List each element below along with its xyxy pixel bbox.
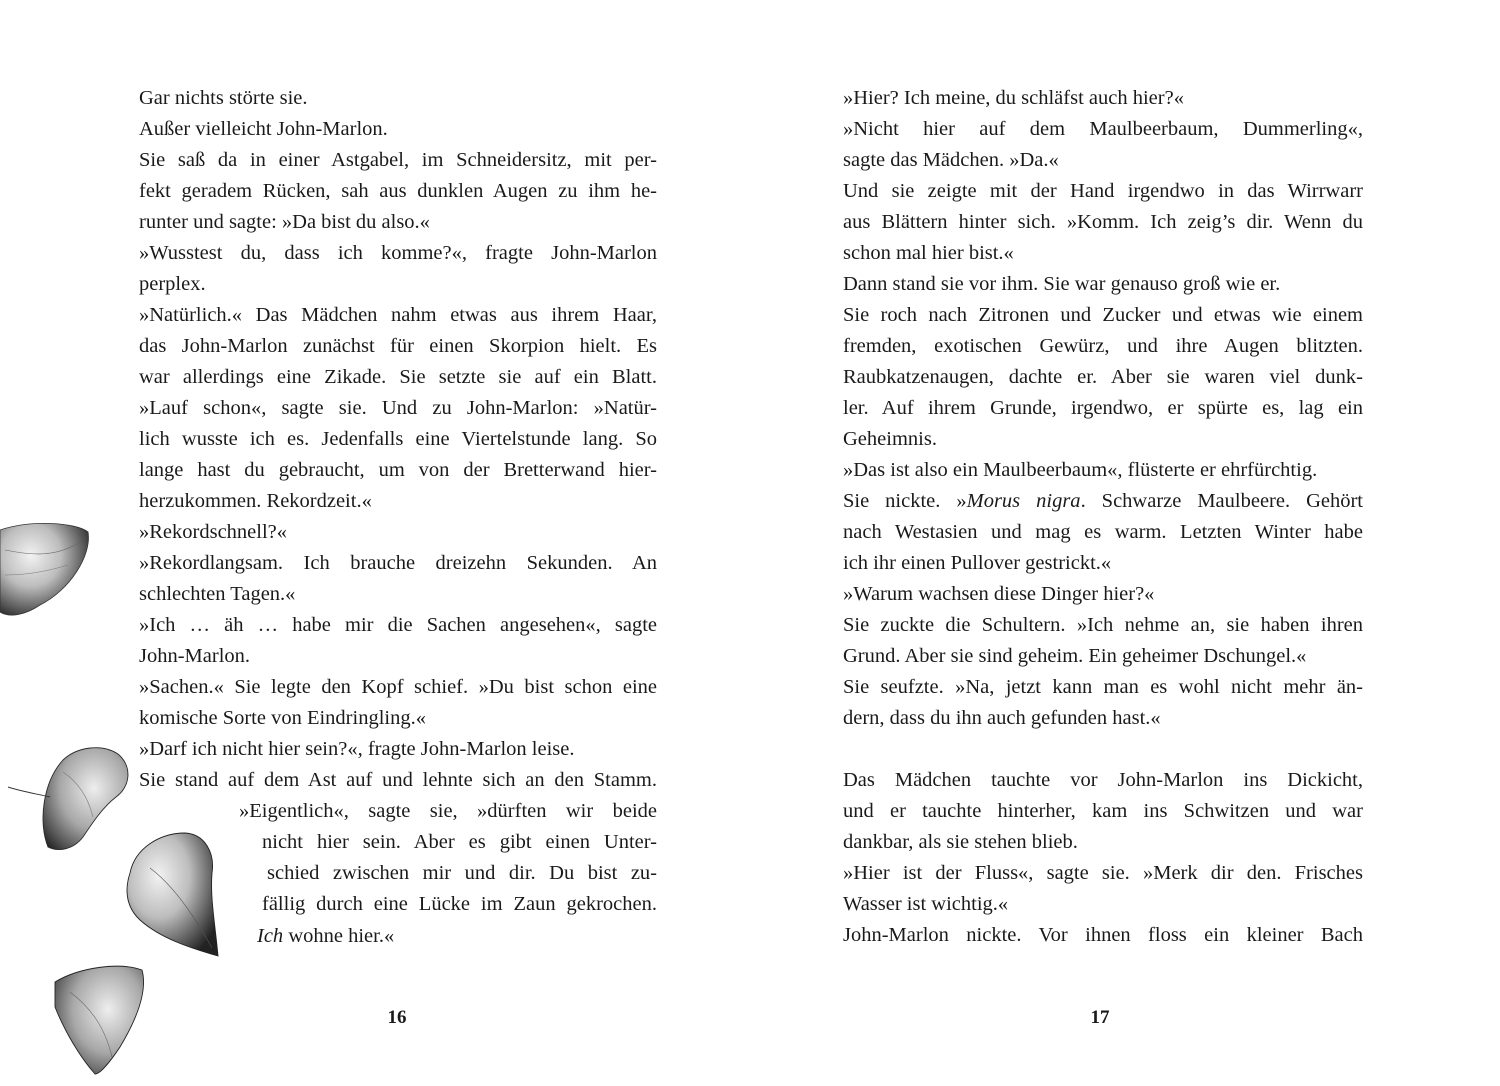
text-line: Wasser ist wichtig.« [843, 893, 1009, 915]
text-line: Und sie zeigte mit der Hand irgendwo in das Wirrwarr [843, 180, 1363, 202]
text-line: ich ihr einen Pullover gestrickt.« [843, 552, 1112, 574]
text-line: »Das ist also ein Maulbeerbaum«, flüsterte er ehrfürchtig. [843, 459, 1318, 481]
text-line: fremden, exotischen Gewürz, und ihre Augen blitzten. [843, 335, 1363, 357]
text-line: »Ich … äh … habe mir die Sachen angesehen«, sagte [139, 614, 657, 636]
text-line: Sie seufzte. »Na, jetzt kann man es wohl nicht mehr än- [843, 676, 1363, 698]
text-line: nicht hier sein. Aber es gibt einen Unter- [262, 831, 657, 853]
text-fragment: Sie nickte. » [843, 490, 967, 512]
text-line: herzukommen. Rekordzeit.« [139, 490, 372, 512]
petal-illustration-3 [120, 828, 230, 963]
text-line: schied zwischen mir und dir. Du bist zu- [267, 862, 657, 884]
text-line: »Wusstest du, dass ich komme?«, fragte John-Marlon [139, 242, 657, 264]
text-line: perplex. [139, 273, 206, 295]
text-line: »Eigentlich«, sagte sie, »dürften wir beide [239, 800, 657, 822]
text-line: Grund. Aber sie sind geheim. Ein geheimer Dschungel.« [843, 645, 1307, 667]
text-line: John-Marlon nickte. Vor ihnen floss ein kleiner Bach [843, 924, 1363, 946]
petal-illustration-1 [0, 520, 95, 620]
text-line: schon mal hier bist.« [843, 242, 1014, 264]
right-page [750, 0, 1500, 1086]
text-line: Sie roch nach Zitronen und Zucker und etwas wie einem [843, 304, 1363, 326]
text-line: »Darf ich nicht hier sein?«, fragte John-Marlon leise. [139, 738, 575, 760]
text-line: »Hier? Ich meine, du schläfst auch hier?« [843, 87, 1184, 109]
text-line: Dann stand sie vor ihm. Sie war genauso groß wie er. [843, 273, 1281, 295]
text-line: »Rekordschnell?« [139, 521, 288, 543]
text-line [257, 921, 657, 952]
text-line: »Sachen.« Sie legte den Kopf schief. »Du bist schon eine [139, 676, 657, 698]
text-line: schlechten Tagen.« [139, 583, 296, 605]
text-line [843, 486, 1363, 517]
text-line: fällig durch eine Lücke im Zaun gekrochen. [262, 893, 657, 915]
text-line: lange hast du gebraucht, um von der Bretterwand hier- [139, 459, 657, 481]
text-line: Sie stand auf dem Ast auf und lehnte sich an den Stamm. [139, 769, 657, 791]
text-line: Sie saß da in einer Astgabel, im Schneidersitz, mit per- [139, 149, 657, 171]
italic-word: Morus nigra [966, 490, 1081, 512]
text-line: sagte das Mädchen. »Da.« [843, 149, 1059, 171]
text-line: runter und sagte: »Da bist du also.« [139, 211, 430, 233]
text-line: »Warum wachsen diese Dinger hier?« [843, 583, 1155, 605]
petal-illustration-2 [8, 742, 138, 852]
petal-illustration-4 [50, 962, 150, 1077]
text-line: »Hier ist der Fluss«, sagte sie. »Merk dir den. Frisches [843, 862, 1363, 884]
text-line: fekt geradem Rücken, sah aus dunklen Augen zu ihm he- [139, 180, 657, 202]
text-line: komische Sorte von Eindringling.« [139, 707, 426, 729]
text-line: dankbar, als sie stehen blieb. [843, 831, 1078, 853]
text-line: und er tauchte hinterher, kam ins Schwitzen und war [843, 800, 1363, 822]
page-number: 17 [1090, 1007, 1110, 1028]
text-line: dern, dass du ihn auch gefunden hast.« [843, 707, 1161, 729]
text-line: »Lauf schon«, sagte sie. Und zu John-Marlon: »Natür- [139, 397, 657, 419]
text-line: Außer vielleicht John-Marlon. [139, 118, 388, 140]
text-line: lich wusste ich es. Jedenfalls eine Viertelstunde lang. So [139, 428, 657, 450]
text-line: Gar nichts störte sie. [139, 87, 308, 109]
page-number: 16 [387, 1007, 407, 1028]
text-fragment: . Schwarze Maulbeere. Gehört [1080, 490, 1363, 512]
text-line: aus Blättern hinter sich. »Komm. Ich zeig’s dir. Wenn du [843, 211, 1363, 233]
text-line: »Natürlich.« Das Mädchen nahm etwas aus ihrem Haar, [139, 304, 657, 326]
text-line: »Nicht hier auf dem Maulbeerbaum, Dummerling«, [843, 118, 1363, 140]
text-line: Sie zuckte die Schultern. »Ich nehme an, sie haben ihren [843, 614, 1363, 636]
text-fragment: wohne hier.« [283, 925, 395, 947]
text-line: »Rekordlangsam. Ich brauche dreizehn Sekunden. An [139, 552, 657, 574]
text-line: war allerdings eine Zikade. Sie setzte sie auf ein Blatt. [139, 366, 657, 388]
italic-word: Ich [257, 925, 284, 947]
text-line: Raubkatzenaugen, dachte er. Aber sie waren viel dunk- [843, 366, 1363, 388]
text-line: Das Mädchen tauchte vor John-Marlon ins Dickicht, [843, 769, 1363, 791]
text-line: Geheimnis. [843, 428, 937, 450]
text-line: nach Westasien und mag es warm. Letzten Winter habe [843, 521, 1363, 543]
text-line: John-Marlon. [139, 645, 251, 667]
text-line: ler. Auf ihrem Grunde, irgendwo, er spürte es, lag ein [843, 397, 1363, 419]
text-line: das John-Marlon zunächst für einen Skorpion hielt. Es [139, 335, 657, 357]
